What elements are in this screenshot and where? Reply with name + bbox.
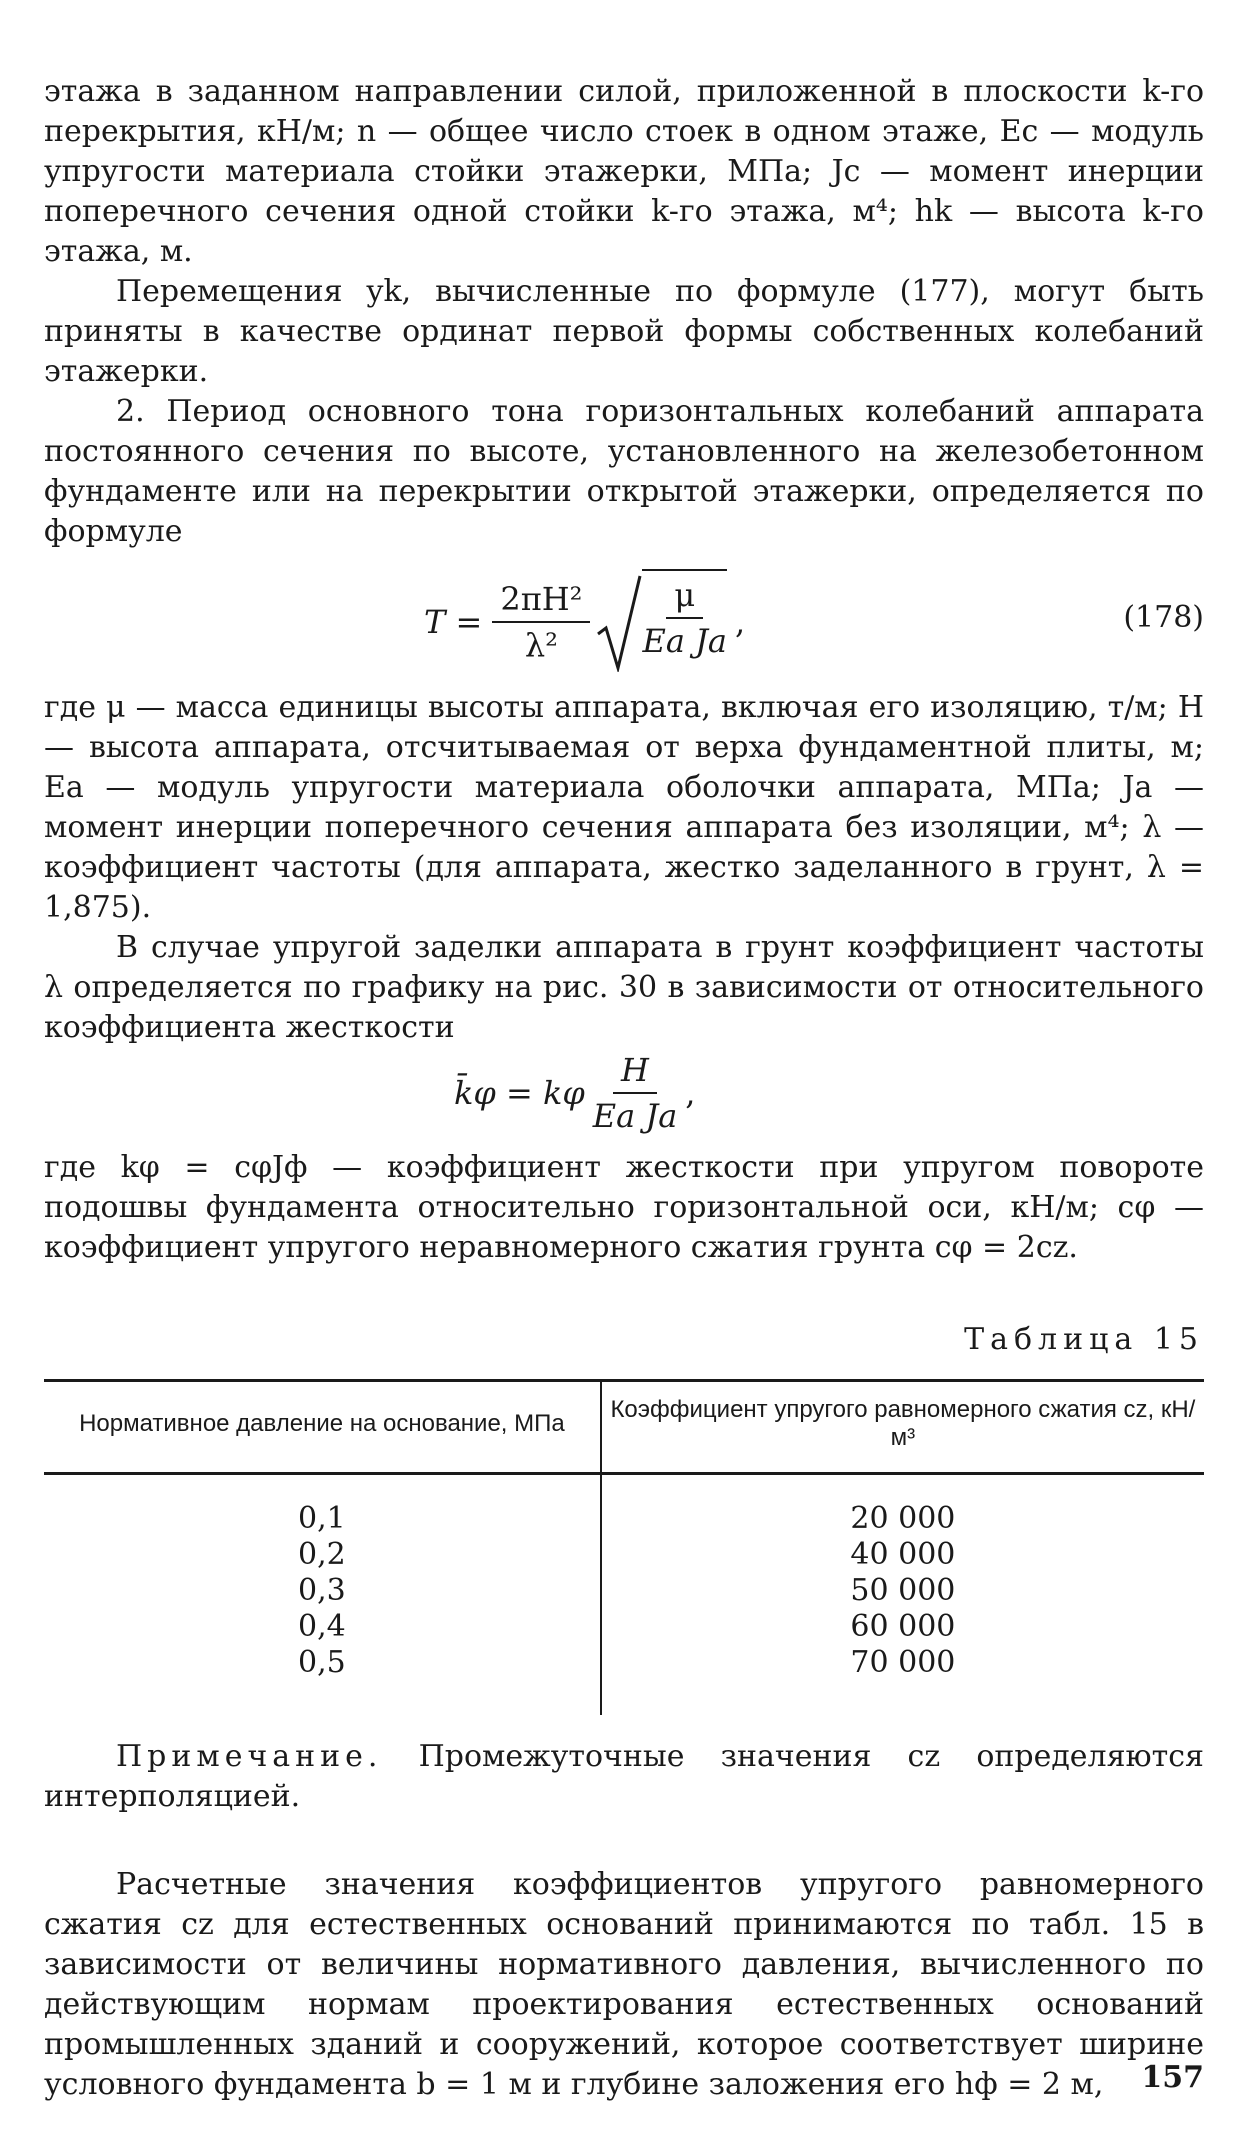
table-note-label: Примечание.	[116, 1739, 383, 1774]
formula-178-fraction	[492, 577, 590, 667]
table-cell-coefficient: 40 000	[850, 1537, 956, 1572]
paragraph-2: Перемещения yk, вычисленные по формуле (177), могут быть приняты в качестве ординат первой формы собственных колебаний этажерки.	[44, 274, 1204, 389]
table-title: Таблица 15	[964, 1322, 1204, 1357]
formula-178-radicand-denominator: Eа Jа	[642, 622, 727, 660]
formula-178-radicand-numerator: μ	[666, 573, 703, 619]
paragraph-6: где kφ = cφJф — коэффициент жесткости при упругом повороте подошвы фундамента относительно горизонтальной оси, кН/м; cφ — коэффициент упругого неравномерного сжатия грунта cφ = 2cz.	[44, 1150, 1204, 1265]
page-content	[44, 72, 1204, 2105]
table-header-row	[44, 1381, 1204, 1474]
paragraph-4: где μ — масса единицы высоты аппарата, включая его изоляцию, т/м; H — высота аппарата, отсчитываемая от верха фундаментной плиты, м; Eа — модуль упругости материала оболочки аппарата, МПа; Jа — момент инерции поперечного сечения аппарата без изоляции, м⁴; λ — коэффициент частоты (для аппарата, жестко заделанного в грунт, λ = 1,875).	[44, 690, 1204, 925]
table-note-text: Промежуточные значения cz определяются интерполяцией.	[44, 1739, 1204, 1814]
table-cell-pressure: 0,2	[44, 1537, 601, 1573]
formula-stiffness-fraction	[593, 1048, 678, 1138]
formula-178-numerator: 2πH²	[492, 577, 590, 623]
formula-stiffness-denominator: Eа Jа	[592, 1097, 678, 1135]
formula-178-denominator: λ²	[524, 626, 558, 664]
table-header-pressure: Нормативное давление на основание, МПа	[44, 1381, 601, 1474]
formula-stiffness-lhs: k̄φ = kφ	[454, 1074, 585, 1112]
table-cell-pressure: 0,4	[44, 1609, 601, 1645]
formula-178-comma: ,	[734, 603, 746, 641]
table-row	[44, 1474, 1204, 1538]
table-row	[44, 1537, 1204, 1573]
formula-stiffness-numerator: H	[613, 1048, 657, 1094]
table-cell-pressure: 0,1	[44, 1474, 601, 1538]
radical-sign-icon	[596, 572, 642, 672]
paragraph-3: 2. Период основного тона горизонтальных колебаний аппарата постоянного сечения по высоте, установленного на железобетонном фундаменте или на перекрытии открытой этажерки, определяется по формуле	[44, 394, 1204, 549]
table-cell-coefficient: 70 000	[850, 1645, 956, 1680]
page-number: 157	[1141, 2060, 1204, 2095]
table-row	[44, 1573, 1204, 1609]
table-cell-pressure: 0,5	[44, 1645, 601, 1715]
paragraph-7: Расчетные значения коэффициентов упругого равномерного сжатия cz для естественных оснований принимаются по табл. 15 в зависимости от величины нормативного давления, вычисленного по действующим нормам проектирования естественных оснований промышленных зданий и сооружений, которое соответствует ширине условного фундамента b = 1 м и глубине заложения его hф = 2 м,	[44, 1867, 1204, 2102]
table-note	[44, 1737, 1204, 1817]
formula-178-lhs: T =	[424, 603, 483, 641]
table-header-coefficient: Коэффициент упругого равномерного сжатия cz, кН/м³	[601, 1381, 1204, 1474]
table-cell-coefficient: 60 000	[850, 1609, 956, 1644]
table-cell-coefficient: 50 000	[850, 1573, 956, 1608]
formula-stiffness-comma: ,	[685, 1074, 696, 1112]
formula-178	[44, 558, 1204, 688]
table-row	[44, 1645, 1204, 1715]
paragraph-5: В случае упругой заделки аппарата в грунт коэффициент частоты λ определяется по графику на рис. 30 в зависимости от относительного коэффициента жесткости	[44, 930, 1204, 1045]
data-table	[44, 1379, 1204, 1715]
table-cell-pressure: 0,3	[44, 1573, 601, 1609]
table-cell-coefficient: 20 000	[850, 1501, 956, 1536]
formula-stiffness	[44, 1048, 1204, 1148]
paragraph-1: этажа в заданном направлении силой, приложенной в плоскости k-го перекрытия, кН/м; n — общее число стоек в одном этаже, Eс — модуль упругости материала стойки этажерки, МПа; Jс — момент инерции поперечного сечения одной стойки k-го этажа, м⁴; hk — высота k-го этажа, м.	[44, 74, 1204, 269]
formula-178-radicand	[642, 569, 727, 663]
formula-178-number: (178)	[1123, 600, 1204, 635]
table-row	[44, 1609, 1204, 1645]
